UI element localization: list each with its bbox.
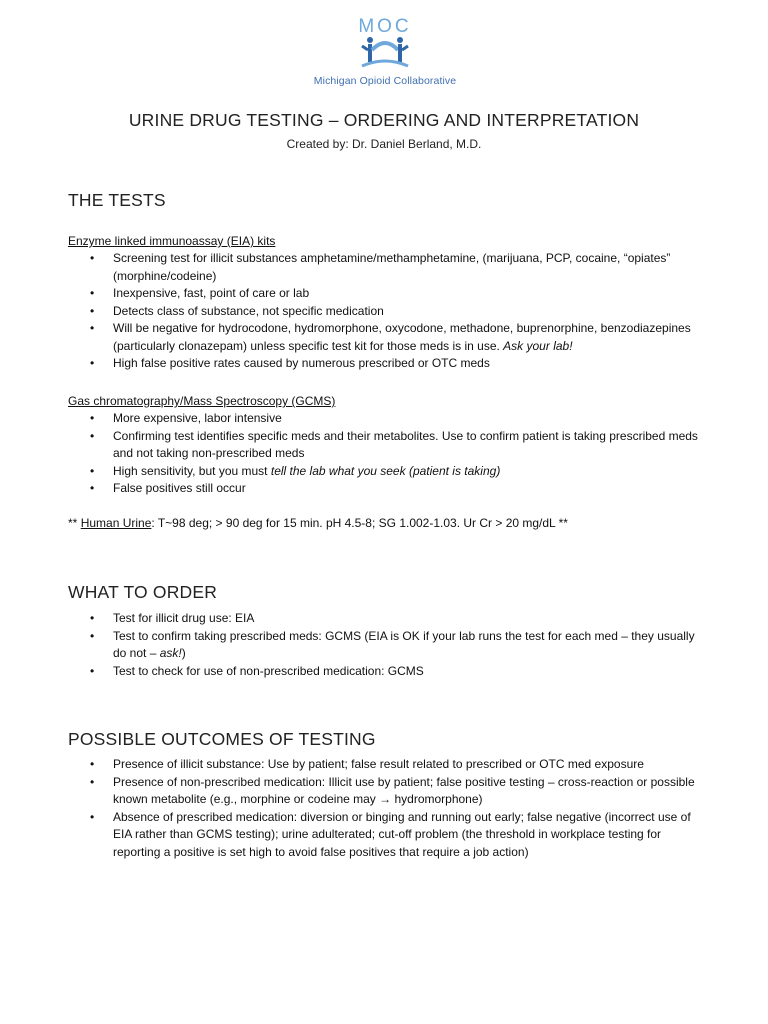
list-item: • Test for illicit drug use: EIA (68, 610, 708, 628)
document-title: URINE DRUG TESTING – ORDERING AND INTERPRETATION (128, 110, 640, 130)
list-item: • More expensive, labor intensive (68, 410, 708, 428)
list-item: • Confirming test identifies specific meds and their metabolites. Use to confirm patient is taking prescribed meds and not taking non-prescribed meds (68, 428, 708, 463)
outcomes-list (68, 756, 708, 861)
gcms-list (68, 410, 708, 498)
section-heading-order: WHAT TO ORDER (68, 582, 218, 602)
list-item: • Test to check for use of non-prescribed medication: GCMS (68, 663, 708, 681)
list-item: • Absence of prescribed medication: diversion or binging and running out early; false negative (incorrect use of EIA rather than GCMS testing); urine adulterated; cut-off problem (the threshold in workplace testing for reporting a positive is set high to avoid false positives that require a job action) (68, 809, 708, 862)
logo-org-name: Michigan Opioid Collaborative (313, 75, 457, 87)
eia-subheading: Enzyme linked immunoassay (EIA) kits (68, 234, 276, 248)
section-heading-tests: THE TESTS (68, 190, 166, 210)
section-heading-outcomes: POSSIBLE OUTCOMES OF TESTING (68, 729, 376, 749)
list-item: • Test to confirm taking prescribed meds: GCMS (EIA is OK if your lab runs the test for each med – they usually do not – ask!) (68, 628, 708, 663)
order-list (68, 610, 708, 680)
ask-your-lab: Ask your lab! (503, 338, 573, 353)
list-item: • Presence of non-prescribed medication: Illicit use by patient; false positive testing – cross-reaction or possible known metabolite (e.g., morphine or codeine may → hydromorphone) (68, 774, 708, 809)
gcms-subheading: Gas chromatography/Mass Spectroscopy (GCMS) (68, 394, 336, 408)
human-urine-note: ** Human Urine: T~98 deg; > 90 deg for 15 min. pH 4.5-8; SG 1.002-1.03. Ur Cr > 20 mg/dL ** (68, 516, 568, 530)
logo-letters: MOC (358, 16, 412, 37)
list-item: • High sensitivity, but you must tell the lab what you seek (patient is taking) (68, 463, 708, 481)
document-author: Created by: Dr. Daniel Berland, M.D. (286, 137, 482, 151)
human-urine-label: Human Urine (80, 516, 152, 530)
sensitivity-note: tell the lab what you seek (patient is taking) (270, 463, 501, 478)
list-item: • Detects class of substance, not specific medication (68, 303, 708, 321)
list-item: • Presence of illicit substance: Use by patient; false result related to prescribed or OTC med exposure (68, 756, 708, 774)
ask-note: ask! (159, 646, 182, 660)
moc-logo (300, 10, 470, 87)
list-item: • Will be negative for hydrocodone, hydromorphone, oxycodone, methadone, buprenorphine, benzodiazepines (particularly clonazepam) unless specific test kit for those meds is in use. Ask your lab! (68, 320, 708, 355)
list-item: • False positives still occur (68, 480, 708, 498)
moc-logo-graphic (300, 10, 470, 70)
list-item: • High false positive rates caused by numerous prescribed or OTC meds (68, 355, 708, 373)
eia-list (68, 250, 708, 373)
list-item: • Inexpensive, fast, point of care or lab (68, 285, 708, 303)
list-item: • Screening test for illicit substances amphetamine/methamphetamine, (marijuana, PCP, cocaine, “opiates” (morphine/codeine) (68, 250, 708, 285)
